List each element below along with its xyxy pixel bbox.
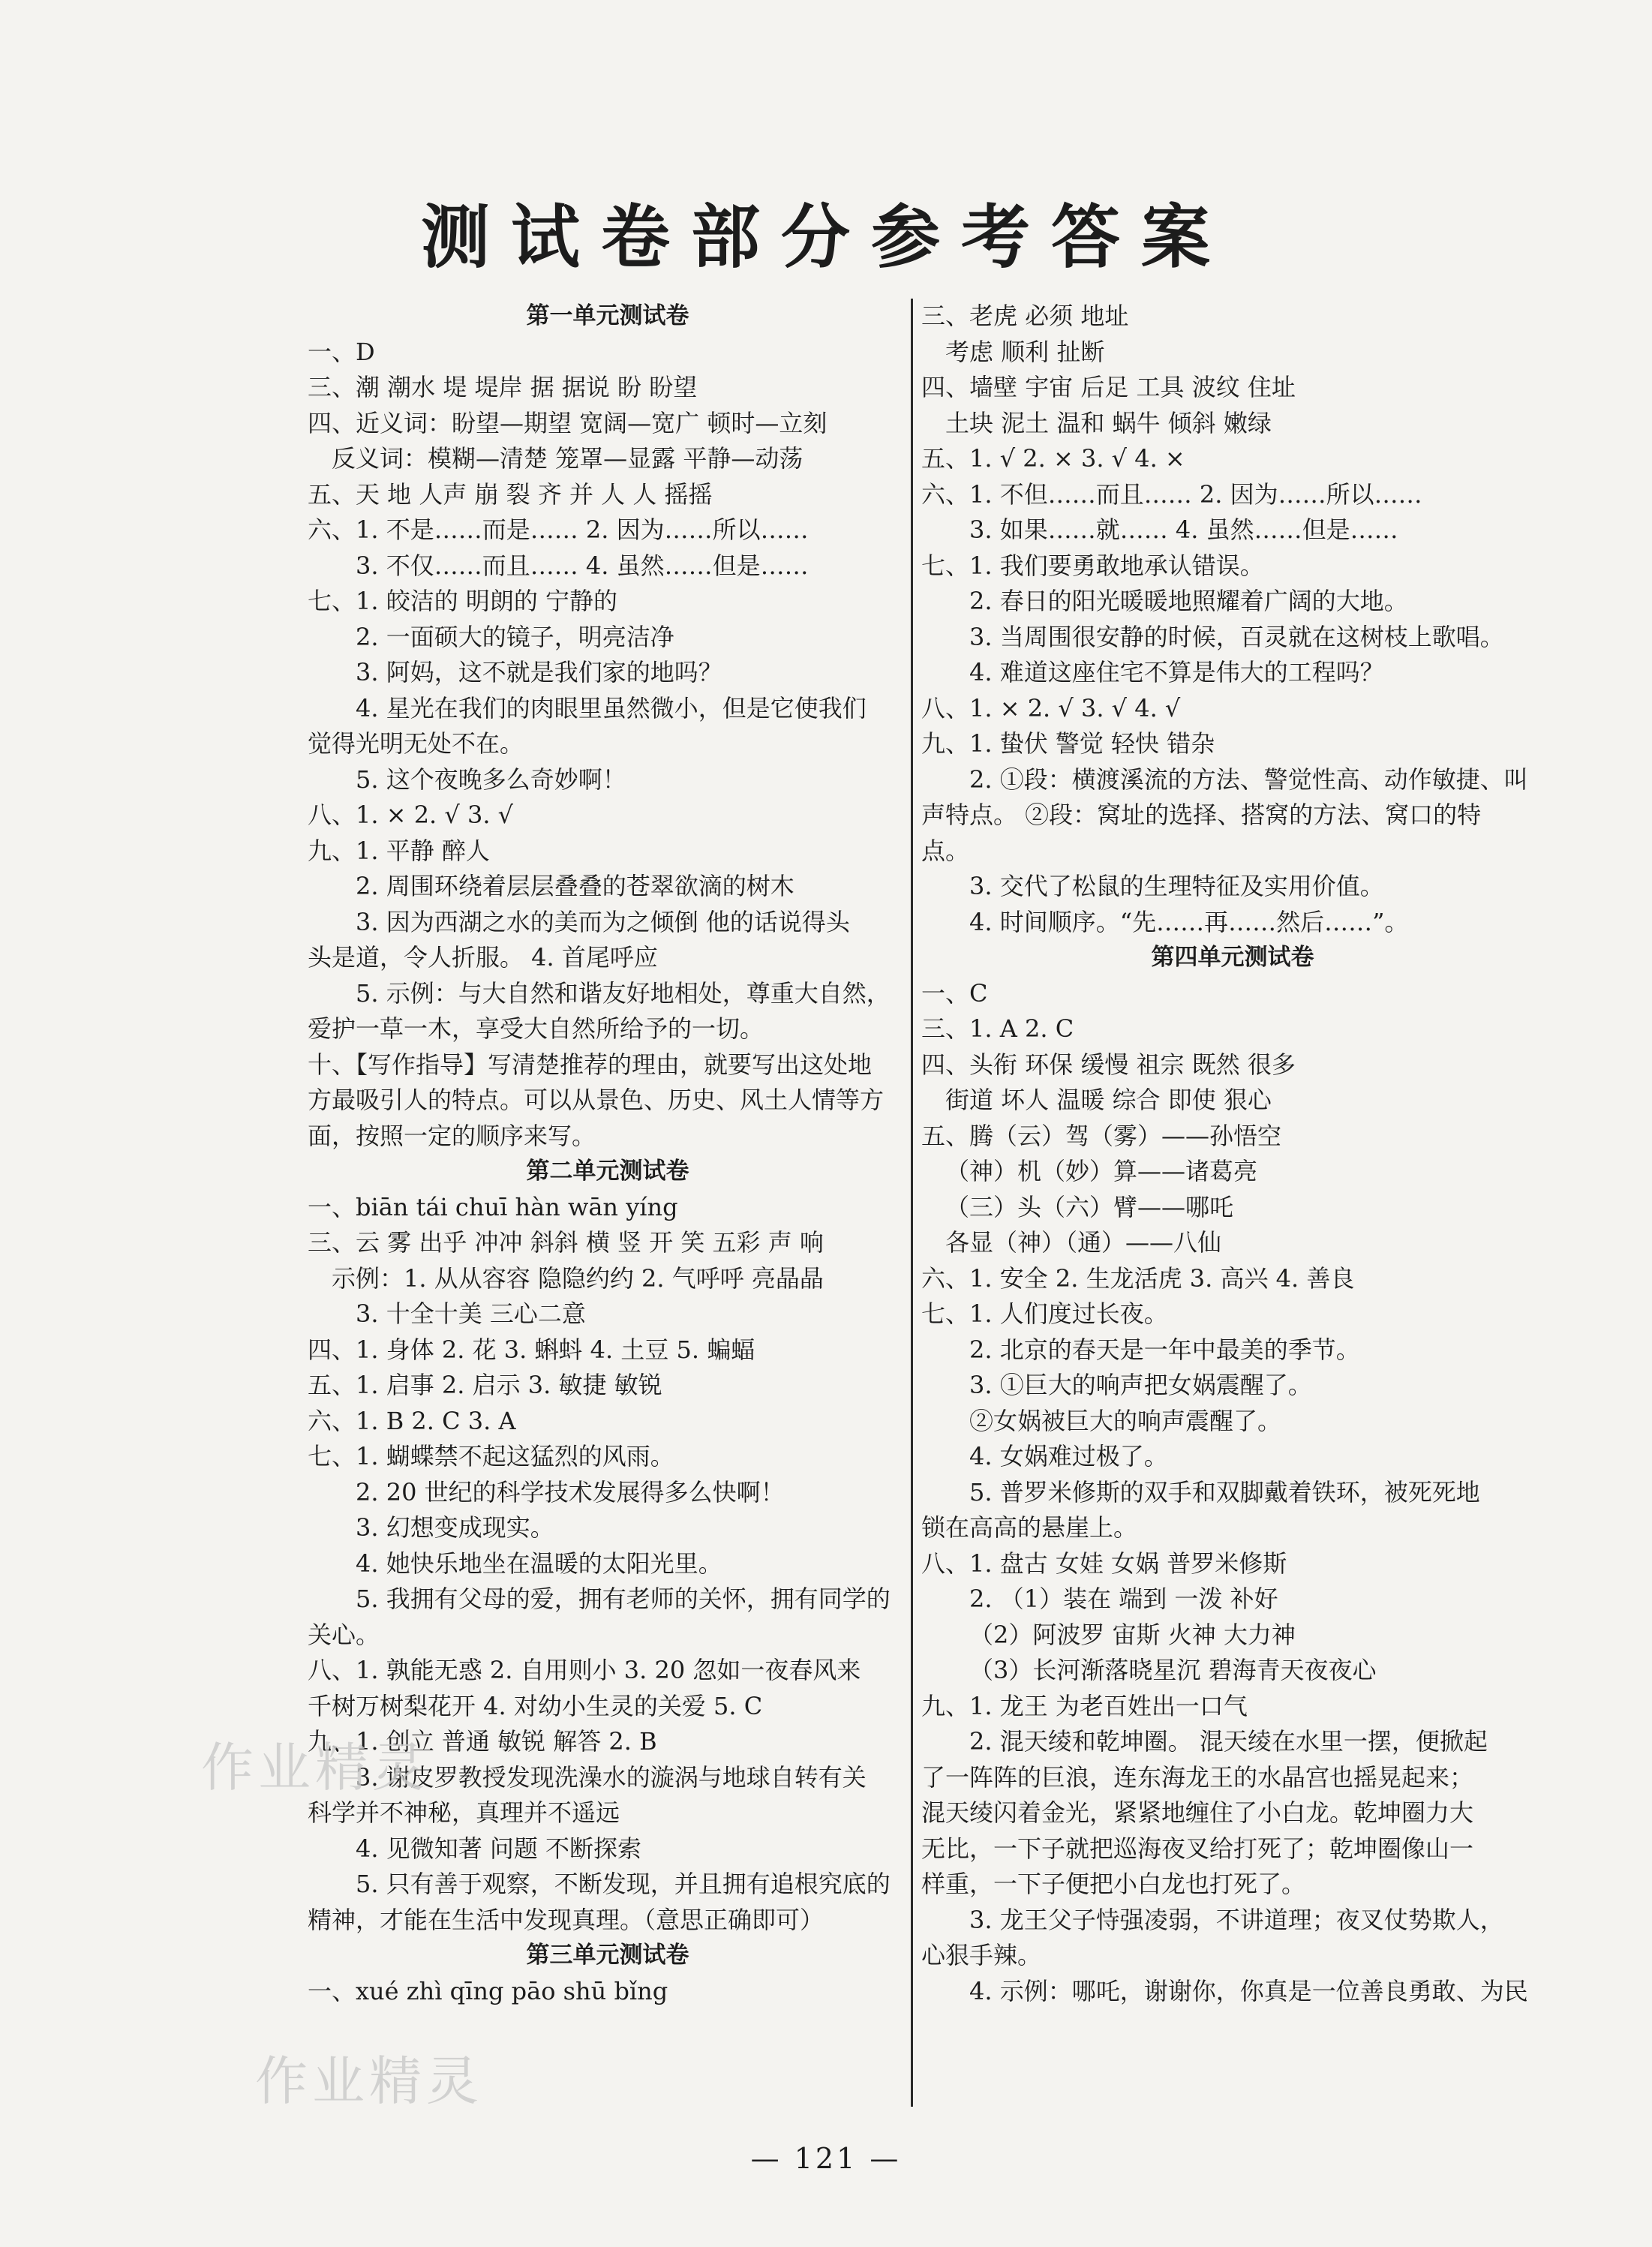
answer-line: 反义词：模糊—清楚 笼罩—显露 平静—动荡	[332, 444, 803, 473]
answer-line: 面，按照一定的顺序来写。	[308, 1121, 596, 1150]
answer-line: 九、1. 平静 醉人	[308, 836, 490, 865]
answer-line: 5. 普罗米修斯的双手和双脚戴着铁环，被死死地	[969, 1477, 1480, 1507]
answer-line: ②女娲被巨大的响声震醒了。	[969, 1406, 1282, 1435]
answer-line: 各显（神）（通）——八仙	[945, 1228, 1222, 1257]
answer-line: 2. ①段：横渡溪流的方法、警觉性高、动作敏捷、叫	[969, 765, 1528, 794]
answer-line: 八、1. × 2. √ 3. √ 4. √	[921, 693, 1181, 722]
section-heading: 第一单元测试卷	[526, 302, 689, 329]
column-divider	[911, 299, 913, 2107]
answer-line: （3）长河渐落晓星沉 碧海青天夜夜心	[969, 1656, 1377, 1684]
answer-line: 四、墙壁 宇宙 后足 工具 波纹 住址	[921, 373, 1296, 401]
answer-line: 点。	[921, 836, 970, 865]
answer-line: 四、头衔 环保 缓慢 祖宗 既然 很多	[921, 1050, 1296, 1079]
answer-line: 无比，一下子就把巡海夜叉给打死了；乾坤圈像山一	[921, 1834, 1474, 1863]
answer-line: 4. 女娲难过极了。	[969, 1442, 1168, 1470]
answer-line: 3. 谢皮罗教授发现洗澡水的漩涡与地球自转有关	[356, 1762, 867, 1792]
answer-line: 样重，一下子便把小白龙也打死了。	[921, 1870, 1306, 1898]
answer-line: 2. 周围环绕着层层叠叠的苍翠欲滴的树木	[356, 872, 794, 900]
answer-line: 5. 我拥有父母的爱，拥有老师的关怀，拥有同学的	[356, 1585, 891, 1613]
answer-line: 八、1. 盘古 女娃 女娲 普罗米修斯	[921, 1549, 1287, 1578]
answer-line: 3. 交代了松鼠的生理特征及实用价值。	[969, 872, 1384, 900]
watermark: 作业精灵	[201, 1737, 429, 1798]
answer-line: 5. 示例：与大自然和谐友好地相处，尊重大自然，	[356, 978, 891, 1008]
right-answer-column	[921, 299, 1544, 2009]
answer-line: 三、潮 潮水 堤 堤岸 据 据说 盼 盼望	[308, 373, 698, 401]
answer-line: 4. 星光在我们的肉眼里虽然微小，但是它使我们	[356, 693, 867, 722]
answer-line: 五、腾（云）驾（雾）——孙悟空	[921, 1121, 1282, 1150]
answer-line: 科学并不神秘，真理并不遥远	[308, 1798, 620, 1827]
answer-line: 2. 混天绫和乾坤圈。 混天绫在水里一摆，便掀起	[969, 1727, 1488, 1756]
answer-line: 锁在高高的悬崖上。	[921, 1513, 1138, 1542]
section-heading: 第二单元测试卷	[526, 1158, 689, 1185]
answer-line: 4. 她快乐地坐在温暖的太阳光里。	[356, 1549, 722, 1578]
answer-line: （2）阿波罗 宙斯 火神 大力神	[969, 1620, 1296, 1649]
answer-line: 2. 春日的阳光暖暖地照耀着广阔的大地。	[969, 587, 1408, 615]
answer-line: 七、1. 皎洁的 明朗的 宁静的	[308, 587, 618, 615]
answer-line: 八、1. 孰能无惑 2. 自用则小 3. 20 忽如一夜春风来	[308, 1656, 861, 1684]
answer-line: 八、1. × 2. √ 3. √	[308, 801, 514, 829]
answer-line: 一、C	[921, 978, 988, 1008]
answer-line: 街道 坏人 温暖 综合 即使 狠心	[945, 1086, 1272, 1114]
answer-line: 一、D	[308, 337, 375, 366]
answer-line: 心狠手辣。	[921, 1941, 1042, 1969]
answer-line: 一、xué zhì qīng pāo shū bǐng	[308, 1976, 668, 2005]
answer-line: 4. 见微知著 问题 不断探索	[356, 1834, 642, 1863]
answer-line: 五、1. 启事 2. 启示 3. 敏捷 敏锐	[308, 1371, 662, 1399]
answer-line: 六、1. 不是……而是…… 2. 因为……所以……	[308, 515, 809, 544]
answer-line: 2. 北京的春天是一年中最美的季节。	[969, 1335, 1360, 1364]
answer-line: 5. 这个夜晚多么奇妙啊！	[356, 765, 626, 794]
answer-line: 2. 一面硕大的镜子，明亮洁净	[356, 622, 674, 651]
answer-line: 2. （1）装在 端到 一泼 补好	[969, 1585, 1278, 1613]
answer-line: 2. 20 世纪的科学技术发展得多么快啊！	[356, 1477, 785, 1507]
answer-line: 三、老虎 必须 地址	[921, 302, 1129, 330]
answer-line: 一、biān tái chuī hàn wān yíng	[308, 1192, 678, 1221]
answer-line: 九、1. 龙王 为老百姓出一口气	[921, 1691, 1248, 1720]
answer-line: 4. 时间顺序。“先……再……然后……”。	[969, 907, 1409, 936]
section-heading: 第四单元测试卷	[1151, 944, 1314, 971]
answer-line: （三）头（六）臂——哪吒	[945, 1192, 1234, 1221]
answer-line: 3. 阿妈，这不就是我们家的地吗？	[356, 658, 722, 686]
answer-line: 四、1. 身体 2. 花 3. 蝌蚪 4. 土豆 5. 蝙蝠	[308, 1335, 755, 1364]
answer-line: 十、【写作指导】写清楚推荐的理由，就要写出这处地	[308, 1050, 873, 1079]
answer-line: 3. 当周围很安静的时候，百灵就在这树枝上歌唱。	[969, 622, 1504, 651]
answer-line: 觉得光明无处不在。	[308, 729, 524, 758]
answer-line: 七、1. 人们度过长夜。	[921, 1299, 1168, 1328]
answer-line: 了一阵阵的巨浪，连东海龙王的水晶宫也摇晃起来；	[921, 1762, 1474, 1792]
answer-line: 七、1. 我们要勇敢地承认错误。	[921, 551, 1264, 580]
answer-line: 声特点。 ②段：窝址的选择、搭窝的方法、窝口的特	[921, 801, 1482, 829]
answer-line: 爱护一草一木，享受大自然所给予的一切。	[308, 1014, 764, 1043]
page-title: 测试卷部分参考答案	[420, 197, 1231, 278]
answer-line: 九、1. 蛰伏 警觉 轻快 错杂	[921, 729, 1215, 758]
answer-line: 三、1. A 2. C	[921, 1014, 1074, 1043]
answer-line: 4. 示例：哪吒，谢谢你，你真是一位善良勇敢、为民	[969, 1976, 1528, 2005]
answer-line: 土块 泥土 温和 蜗牛 倾斜 嫩绿	[945, 408, 1272, 437]
answer-line: 示例：1. 从从容容 隐隐约约 2. 气呼呼 亮晶晶	[332, 1263, 824, 1293]
answer-line: 关心。	[308, 1620, 380, 1649]
answer-line: 3. 十全十美 三心二意	[356, 1299, 586, 1328]
watermark: 作业精灵	[255, 2050, 483, 2112]
answer-line: 3. 幻想变成现实。	[356, 1513, 554, 1542]
answer-line: 4. 难道这座住宅不算是伟大的工程吗？	[969, 658, 1384, 686]
answer-line: 3. 不仅……而且…… 4. 虽然……但是……	[356, 551, 809, 580]
answer-line: 六、1. 不但……而且…… 2. 因为……所以……	[921, 479, 1422, 509]
answer-line: 五、天 地 人声 崩 裂 齐 并 人 人 摇摇	[308, 479, 713, 509]
page-number: — 121 —	[750, 2142, 902, 2175]
answer-line: 九、1. 创立 普通 敏锐 解答 2. B	[308, 1727, 657, 1756]
answer-line: 千树万树梨花开 4. 对幼小生灵的关爱 5. C	[308, 1691, 763, 1720]
answer-line: 考虑 顺利 扯断	[945, 337, 1105, 366]
answer-line: 3. 因为西湖之水的美而为之倾倒 他的话说得头	[356, 907, 850, 936]
answer-line: （神）机（妙）算——诸葛亮	[945, 1157, 1258, 1185]
answer-line: 四、近义词：盼望—期望 宽阔—宽广 顿时—立刻	[308, 408, 828, 437]
section-heading: 第三单元测试卷	[526, 1942, 689, 1969]
answer-line: 3. ①巨大的响声把女娲震醒了。	[969, 1371, 1312, 1399]
answer-line: 头是道，令人折服。 4. 首尾呼应	[308, 943, 658, 972]
answer-line: 七、1. 蝴蝶禁不起这猛烈的风雨。	[308, 1442, 674, 1470]
answer-line: 3. 如果……就…… 4. 虽然……但是……	[969, 515, 1398, 544]
answer-line: 混天绫闪着金光，紧紧地缠住了小白龙。乾坤圈力大	[921, 1798, 1474, 1827]
answer-line: 三、云 雾 出乎 冲冲 斜斜 横 竖 开 笑 五彩 声 响	[308, 1228, 824, 1257]
answer-line: 方最吸引人的特点。可以从景色、历史、风土人情等方	[308, 1086, 885, 1114]
answer-line: 五、1. √ 2. × 3. √ 4. ×	[921, 444, 1185, 473]
answer-line: 3. 龙王父子恃强凌弱，不讲道理；夜叉仗势欺人，	[969, 1905, 1504, 1934]
answer-line: 精神，才能在生活中发现真理。（意思正确即可）	[308, 1905, 824, 1934]
answer-line: 六、1. 安全 2. 生龙活虎 3. 高兴 4. 善良	[921, 1263, 1355, 1293]
answer-line: 六、1. B 2. C 3. A	[308, 1406, 516, 1435]
answer-line: 5. 只有善于观察，不断发现，并且拥有追根究底的	[356, 1870, 891, 1898]
